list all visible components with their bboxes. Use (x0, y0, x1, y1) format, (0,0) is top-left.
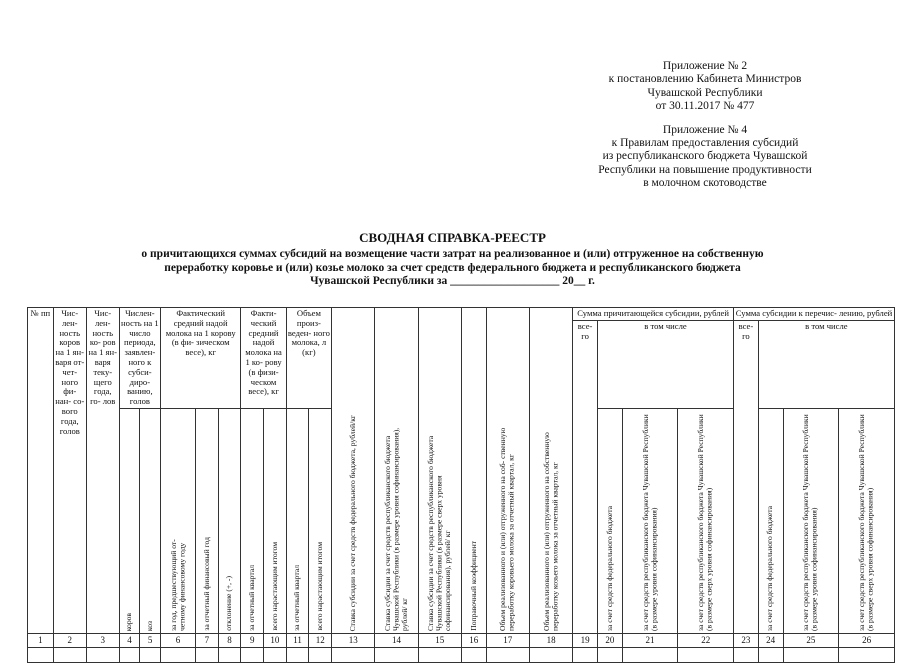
header-yield-report-year (196, 408, 219, 633)
header-yield-prev-year (160, 408, 195, 633)
header-subsidy-transfer: Сумма субсидии к перечис- лению, рублей (734, 308, 895, 321)
header-cows-text: коров (124, 612, 134, 631)
header-cow-milk-volume-text: Объем реализованного и (или) отгруженного на соб- ственную переработку коровьего молока за отчетный квартал, кг (498, 427, 516, 631)
header-milk-volume: Объем произ- веден- ного молока, л (кг) (286, 308, 331, 409)
col-num-24: 24 (758, 633, 783, 647)
col-num-22: 22 (678, 633, 734, 647)
header-transfer-federal-text: за счет средств федерального бюджета (765, 505, 775, 631)
col-num-5: 5 (140, 633, 161, 647)
header-rate-republic-over (418, 308, 461, 634)
subtitle-line3: Чувашской Республики за ___________________ 20__ г. (310, 275, 595, 288)
appendix-2-line1: Приложение № 2 (662, 60, 748, 72)
header-yield-prev-year-text: за год, предшествующий от- четному финансовому году (168, 539, 186, 631)
col-num-11: 11 (286, 633, 309, 647)
empty-cell (119, 647, 140, 662)
header-due-republic-cofin-text: за счет средств республиканского бюджета Чувашской Республики (в размере уровня софинансирования) (640, 414, 659, 631)
col-num-18: 18 (529, 633, 572, 647)
header-rate-republic-cofin-text: Ставка субсидии за счет средств республиканского бюджета Чувашской Республики (в размере уровня софинансирования), рублей/ кг (382, 427, 409, 631)
col-num-21: 21 (622, 633, 678, 647)
empty-cell (597, 647, 622, 662)
col-num-17: 17 (486, 633, 529, 647)
empty-cell (678, 647, 734, 662)
header-goat-milk-volume (529, 308, 572, 634)
empty-cell (53, 647, 86, 662)
appendix-4-line4: Республики на повышение продуктивности (598, 163, 812, 176)
header-avg-yield-year: Фактический средний надой молока на 1 корову (в фи- зическом весе), кг (160, 308, 240, 409)
header-yield-cumulative-text: всего нарастающим итогом (269, 542, 279, 631)
empty-cell (309, 647, 332, 662)
header-cows-current-year: Чис- лен- ность ко- ров на 1 ян- варя теку- щего года, го- лов (86, 308, 119, 634)
header-rate-federal (332, 308, 375, 634)
header-transfer-republic-cofin-text: за счет средств республиканского бюджета Чувашской Республики (в размере уровня софинансирования) (801, 414, 819, 631)
col-num-2: 2 (53, 633, 86, 647)
header-cows-prev-year: Чис- лен- ность коров на 1 ян- варя от- чет- ного фи- нан- со- вого года, голов (53, 308, 86, 634)
appendix-4-line5: в молочном скотоводстве (643, 177, 767, 190)
empty-cell (758, 647, 783, 662)
header-yield-deviation (218, 408, 241, 633)
empty-cell (264, 647, 287, 662)
col-num-19: 19 (573, 633, 598, 647)
header-yield-cumulative (264, 408, 287, 633)
header-volume-quarter (286, 408, 309, 633)
appendix-4-line2: к Правилам предоставления субсидий (611, 137, 799, 150)
empty-cell (241, 647, 264, 662)
empty-cell (28, 647, 54, 662)
appendix-2-line4: от 30.11.2017 № 477 (655, 100, 755, 113)
appendix-2-line3: Чувашской Республики (647, 86, 763, 99)
empty-cell (332, 647, 375, 662)
col-num-16: 16 (461, 633, 486, 647)
header-goats-text: коз (144, 620, 154, 631)
empty-cell (218, 647, 241, 662)
header-cows (119, 408, 140, 633)
appendix-2-line2: к постановлению Кабинета Министров (608, 73, 802, 86)
header-correction-factor-text: Поправочный коэффициент (468, 541, 478, 631)
header-yield-quarter-text: за отчетный квартал (247, 565, 256, 631)
header-subsidy-due: Сумма причитающейся субсидии, рублей (573, 308, 734, 321)
header-rate-republic-over-text: Ставка субсидии за счет средств республиканского бюджета Чувашской Республики (в размере сверх уровня софинансирования), рублей/ кг (426, 435, 452, 631)
empty-cell (529, 647, 572, 662)
column-numbers-row (28, 633, 895, 647)
header-subsidy-transfer-incl: в том числе (758, 320, 894, 408)
registry-table (27, 307, 895, 663)
empty-cell (86, 647, 119, 662)
document-subtitle (0, 248, 905, 289)
col-num-20: 20 (597, 633, 622, 647)
appendix-block (560, 60, 850, 201)
header-correction-factor (461, 308, 486, 634)
header-headcount-period: Числен- ность на 1 число периода, заявлен- ного к субси- диро- ванию, голов (119, 308, 160, 409)
col-num-4: 4 (119, 633, 140, 647)
col-num-12: 12 (309, 633, 332, 647)
header-transfer-republic-over-text: за счет средств республиканского бюджета Чувашской Республики (в размере сверх уровня софинансирования) (857, 414, 875, 631)
col-num-1: 1 (28, 633, 54, 647)
header-subsidy-transfer-total: все- го (734, 320, 759, 633)
header-goats (140, 408, 161, 633)
header-transfer-republic-cofin (783, 408, 839, 633)
header-goat-milk-volume-text: Объем реализованного и (или) отгруженного на собственную переработку козьего молока за отчетный квартал, кг (541, 432, 560, 631)
col-num-14: 14 (375, 633, 418, 647)
appendix-4-line3: из республиканского бюджета Чувашской (602, 150, 808, 163)
col-num-8: 8 (218, 633, 241, 647)
col-num-3: 3 (86, 633, 119, 647)
header-yield-quarter (241, 408, 264, 633)
empty-cell (734, 647, 759, 662)
appendix-4-line1: Приложение № 4 (662, 123, 748, 136)
header-rate-republic-cofin (375, 308, 418, 634)
col-num-15: 15 (418, 633, 461, 647)
header-transfer-republic-over (839, 408, 895, 633)
header-cow-milk-volume (486, 308, 529, 634)
header-rate-federal-text: Ставка субсидии за счет средств федерального бюджета, рублей/кг (348, 414, 358, 631)
header-yield-report-year-text: за отчетный финансовый год (201, 537, 211, 631)
empty-cell (461, 647, 486, 662)
subtitle-line2: переработку коровье и (или) козье молоко за счет средств федерального бюджета и республиканского бюджета (164, 261, 741, 274)
col-num-26: 26 (839, 633, 895, 647)
header-volume-cumulative-text: всего нарастающим итогом (315, 542, 325, 631)
header-number: № пп (28, 308, 54, 634)
col-num-7: 7 (196, 633, 219, 647)
document-title: СВОДНАЯ СПРАВКА-РЕЕСТР (359, 230, 546, 245)
header-due-republic-over-text: за счет средств республиканского бюджета Чувашской Республики (в размере сверх уровня софинансирования) (696, 414, 714, 631)
empty-cell (196, 647, 219, 662)
empty-cell (286, 647, 309, 662)
empty-cell (486, 647, 529, 662)
header-avg-yield-quarter: Факти- ческий средний надой молока на 1 ко- рову (в физи- ческом весе), кг (241, 308, 286, 409)
empty-cell (573, 647, 598, 662)
empty-cell (622, 647, 678, 662)
empty-cell (783, 647, 839, 662)
col-num-13: 13 (332, 633, 375, 647)
header-yield-deviation-text: отклонение (+, -) (224, 576, 234, 631)
empty-cell (160, 647, 195, 662)
header-due-federal-text: за счет средств федерального бюджета (604, 505, 614, 631)
empty-cell (140, 647, 161, 662)
col-num-25: 25 (783, 633, 839, 647)
header-subsidy-due-incl: в том числе (597, 320, 733, 408)
col-num-10: 10 (264, 633, 287, 647)
header-volume-cumulative (309, 408, 332, 633)
header-due-federal (597, 408, 622, 633)
header-subsidy-due-total: все- го (573, 320, 598, 633)
empty-data-row (28, 647, 895, 662)
empty-cell (375, 647, 418, 662)
appendix-2 (560, 60, 850, 114)
empty-cell (839, 647, 895, 662)
subtitle-line1: о причитающихся суммах субсидий на возмещение части затрат на реализованное и (или) отгруженное на собственную (141, 248, 764, 260)
col-num-23: 23 (734, 633, 759, 647)
appendix-4 (560, 124, 850, 191)
header-transfer-federal (758, 408, 783, 633)
header-due-republic-over (678, 408, 734, 633)
col-num-9: 9 (241, 633, 264, 647)
col-num-6: 6 (160, 633, 195, 647)
empty-cell (418, 647, 461, 662)
header-volume-quarter-text: за отчетный квартал (292, 565, 302, 631)
header-due-republic-cofin (622, 408, 678, 633)
